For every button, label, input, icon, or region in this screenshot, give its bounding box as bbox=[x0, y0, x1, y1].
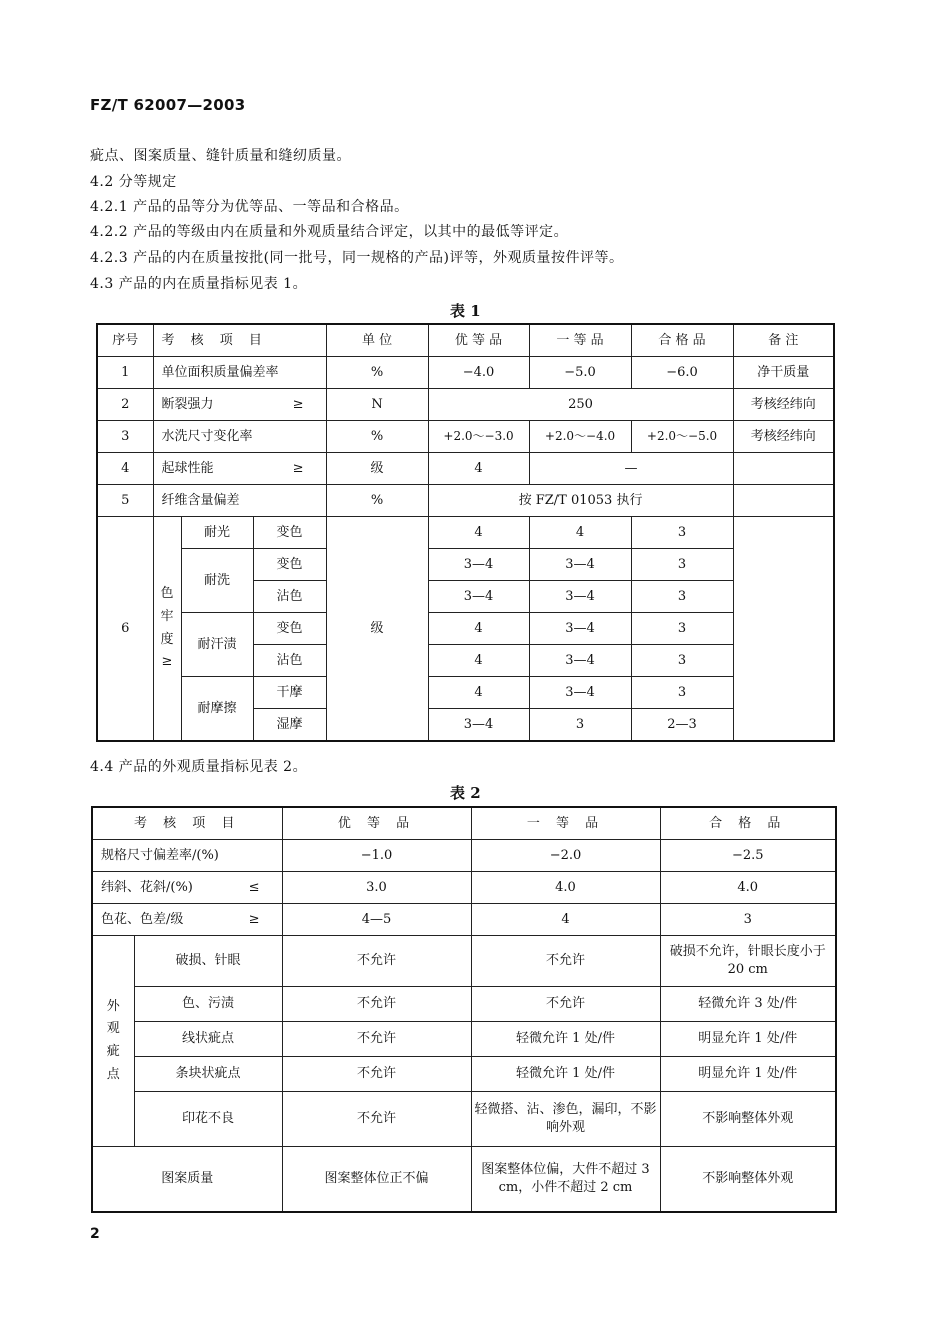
item-label: 起球性能 bbox=[161, 460, 214, 476]
table-row bbox=[92, 1147, 836, 1213]
superior-value: 图案整体位正不偏 bbox=[282, 1147, 471, 1213]
qualified-value: 3 bbox=[660, 904, 836, 936]
qualified-value: 不影响整体外观 bbox=[660, 1092, 836, 1147]
table-row bbox=[97, 517, 834, 549]
first-class-value: −2.0 bbox=[471, 840, 660, 872]
row-number: 6 bbox=[97, 517, 153, 742]
row-number: 4 bbox=[97, 453, 153, 485]
table1-header-row bbox=[97, 324, 834, 357]
qualified-value: 3 bbox=[631, 581, 733, 613]
table-row bbox=[92, 1092, 836, 1147]
colorfast-label-char: ≥ bbox=[161, 654, 173, 670]
defects-label-char: 外 bbox=[106, 998, 120, 1014]
fastness-subitem: 沾色 bbox=[253, 645, 326, 677]
unit-cell: 级 bbox=[326, 453, 428, 485]
superior-value: 不允许 bbox=[282, 936, 471, 987]
table1-header-cell: 序号 bbox=[97, 324, 153, 357]
first-class-value: 图案整体位偏，大件不超过 3 cm，小件不超过 2 cm bbox=[471, 1147, 660, 1213]
item-cell bbox=[153, 421, 326, 453]
first-class-value: 轻微允许 1 处/件 bbox=[471, 1057, 660, 1092]
first-class-value: 3—4 bbox=[529, 549, 631, 581]
table2-caption: 表 2 bbox=[450, 784, 481, 802]
colorfast-label-char: 色 bbox=[160, 586, 174, 601]
document-id: FZ/T 62007—2003 bbox=[90, 96, 246, 114]
fastness-subitem: 湿摩 bbox=[253, 709, 326, 742]
superior-value: 4—5 bbox=[282, 904, 471, 936]
item-cell bbox=[92, 904, 282, 936]
table1-header-cell: 单 位 bbox=[326, 324, 428, 357]
unit-cell: % bbox=[326, 485, 428, 517]
first-class-value: 不允许 bbox=[471, 936, 660, 987]
colorfast-label bbox=[153, 517, 181, 742]
table-2 bbox=[91, 806, 837, 1213]
superior-value: −1.0 bbox=[282, 840, 471, 872]
item-label: 断裂强力 bbox=[161, 396, 214, 412]
note-cell bbox=[733, 485, 834, 517]
table-row bbox=[97, 357, 834, 389]
merged-value: — bbox=[529, 453, 733, 485]
qualified-value: 3 bbox=[631, 645, 733, 677]
superior-value: 3—4 bbox=[428, 581, 529, 613]
row-number: 3 bbox=[97, 421, 153, 453]
fastness-group: 耐洗 bbox=[181, 549, 253, 613]
table-row bbox=[92, 872, 836, 904]
unit-cell: % bbox=[326, 421, 428, 453]
colorfast-label-char: 牢 bbox=[160, 608, 174, 624]
defects-label-char: 点 bbox=[106, 1066, 120, 1082]
superior-value: 4 bbox=[428, 517, 529, 549]
qualified-value: 3 bbox=[631, 517, 733, 549]
first-class-value: 轻微允许 1 处/件 bbox=[471, 1022, 660, 1057]
superior-value: 3—4 bbox=[428, 549, 529, 581]
comparison-symbol: ≥ bbox=[292, 460, 304, 476]
first-class-value: 不允许 bbox=[471, 987, 660, 1022]
superior-value: 不允许 bbox=[282, 1092, 471, 1147]
defect-item: 条块状疵点 bbox=[134, 1057, 282, 1092]
item-cell bbox=[153, 389, 326, 421]
comparison-symbol: ≤ bbox=[248, 879, 260, 895]
first-class-value: 4.0 bbox=[471, 872, 660, 904]
section-4-3: 4.3 产品的内在质量指标见表 1。 bbox=[90, 276, 308, 292]
defect-item: 破损、针眼 bbox=[134, 936, 282, 987]
superior-value: 4 bbox=[428, 645, 529, 677]
fastness-subitem: 沾色 bbox=[253, 581, 326, 613]
first-class-value: 4 bbox=[471, 904, 660, 936]
table2-header-cell: 优 等 品 bbox=[282, 807, 471, 840]
fastness-group: 耐汗渍 bbox=[181, 613, 253, 677]
superior-value: 4 bbox=[428, 613, 529, 645]
first-class-value: 4 bbox=[529, 517, 631, 549]
item-label: 纬斜、花斜/(%) bbox=[101, 879, 193, 895]
item-cell bbox=[153, 453, 326, 485]
table1-header-cell: 优 等 品 bbox=[428, 324, 529, 357]
pattern-item: 图案质量 bbox=[92, 1147, 282, 1213]
body-line: 疵点、图案质量、缝针质量和缝纫质量。 bbox=[90, 148, 351, 164]
defects-label-char: 疵 bbox=[106, 1044, 120, 1059]
item-cell bbox=[153, 485, 326, 517]
table-row bbox=[97, 389, 834, 421]
superior-value: 不允许 bbox=[282, 1022, 471, 1057]
superior-value: +2.0～−3.0 bbox=[428, 421, 529, 453]
table1-caption: 表 1 bbox=[450, 302, 481, 320]
item-label: 纤维含量偏差 bbox=[161, 492, 240, 508]
qualified-value: 3 bbox=[631, 677, 733, 709]
item-cell bbox=[92, 840, 282, 872]
table-row bbox=[92, 1022, 836, 1057]
qualified-value: 2—3 bbox=[631, 709, 733, 742]
note-cell: 考核经纬向 bbox=[733, 389, 834, 421]
qualified-value: 破损不允许，针眼长度小于 20 cm bbox=[660, 936, 836, 987]
table-row bbox=[92, 1057, 836, 1092]
table-row bbox=[97, 613, 834, 645]
fastness-group: 耐光 bbox=[181, 517, 253, 549]
item-cell bbox=[92, 872, 282, 904]
first-class-value: 3—4 bbox=[529, 677, 631, 709]
table1-header-cell: 合 格 品 bbox=[631, 324, 733, 357]
section-4-2-3: 4.2.3 产品的内在质量按批(同一批号，同一规格的产品)评等，外观质量按件评等。 bbox=[90, 250, 624, 266]
first-class-value: 3—4 bbox=[529, 613, 631, 645]
defect-item: 色、污渍 bbox=[134, 987, 282, 1022]
superior-value: 3—4 bbox=[428, 709, 529, 742]
table-row bbox=[97, 485, 834, 517]
table1-header-cell: 一 等 品 bbox=[529, 324, 631, 357]
table2-header-cell: 合 格 品 bbox=[660, 807, 836, 840]
colorfast-label-char: 度 bbox=[160, 631, 174, 647]
unit-cell: 级 bbox=[326, 517, 428, 742]
defect-item: 印花不良 bbox=[134, 1092, 282, 1147]
merged-value: 按 FZ/T 01053 执行 bbox=[428, 485, 733, 517]
qualified-value: 明显允许 1 处/件 bbox=[660, 1022, 836, 1057]
note-cell bbox=[733, 453, 834, 485]
item-label: 规格尺寸偏差率/(%) bbox=[101, 847, 219, 863]
note-cell: 考核经纬向 bbox=[733, 421, 834, 453]
qualified-value: −6.0 bbox=[631, 357, 733, 389]
superior-value: −4.0 bbox=[428, 357, 529, 389]
item-label: 水洗尺寸变化率 bbox=[161, 428, 253, 444]
table-1 bbox=[96, 323, 835, 742]
item-label: 色花、色差/级 bbox=[101, 911, 184, 927]
qualified-value: +2.0～−5.0 bbox=[631, 421, 733, 453]
first-class-value: −5.0 bbox=[529, 357, 631, 389]
fastness-subitem: 变色 bbox=[253, 517, 326, 549]
qualified-value: 不影响整体外观 bbox=[660, 1147, 836, 1213]
fastness-group: 耐摩擦 bbox=[181, 677, 253, 742]
first-class-value: 轻微搭、沾、渗色，漏印，不影响外观 bbox=[471, 1092, 660, 1147]
defects-label bbox=[92, 936, 134, 1147]
first-class-value: +2.0～−4.0 bbox=[529, 421, 631, 453]
qualified-value: 明显允许 1 处/件 bbox=[660, 1057, 836, 1092]
table-row bbox=[92, 987, 836, 1022]
table-row bbox=[92, 840, 836, 872]
first-class-value: 3—4 bbox=[529, 581, 631, 613]
item-cell bbox=[153, 357, 326, 389]
unit-cell: % bbox=[326, 357, 428, 389]
section-4-4: 4.4 产品的外观质量指标见表 2。 bbox=[90, 759, 308, 775]
superior-value: 3.0 bbox=[282, 872, 471, 904]
first-class-value: 3—4 bbox=[529, 645, 631, 677]
merged-value: 250 bbox=[428, 389, 733, 421]
qualified-value: −2.5 bbox=[660, 840, 836, 872]
table2-header-row bbox=[92, 807, 836, 840]
table2-header-cell: 考 核 项 目 bbox=[92, 807, 282, 840]
superior-value: 不允许 bbox=[282, 1057, 471, 1092]
row-number: 1 bbox=[97, 357, 153, 389]
item-label: 单位面积质量偏差率 bbox=[161, 364, 279, 380]
defect-item: 线状疵点 bbox=[134, 1022, 282, 1057]
note-cell bbox=[733, 517, 834, 742]
fastness-subitem: 变色 bbox=[253, 549, 326, 581]
section-4-2-1: 4.2.1 产品的品等分为优等品、一等品和合格品。 bbox=[90, 199, 409, 215]
section-4-2: 4.2 分等规定 bbox=[90, 174, 177, 190]
fastness-subitem: 变色 bbox=[253, 613, 326, 645]
superior-value: 4 bbox=[428, 677, 529, 709]
comparison-symbol: ≥ bbox=[248, 911, 260, 927]
table-row bbox=[97, 677, 834, 709]
defects-label-char: 观 bbox=[106, 1021, 120, 1037]
table1-header-cell: 备 注 bbox=[733, 324, 834, 357]
table-row bbox=[97, 549, 834, 581]
qualified-value: 轻微允许 3 处/件 bbox=[660, 987, 836, 1022]
table-row bbox=[97, 453, 834, 485]
page-number: 2 bbox=[90, 1226, 100, 1242]
table-row bbox=[97, 421, 834, 453]
unit-cell: N bbox=[326, 389, 428, 421]
superior-value: 4 bbox=[428, 453, 529, 485]
fastness-subitem: 干摩 bbox=[253, 677, 326, 709]
qualified-value: 3 bbox=[631, 613, 733, 645]
superior-value: 不允许 bbox=[282, 987, 471, 1022]
table2-header-cell: 一 等 品 bbox=[471, 807, 660, 840]
note-cell: 净干质量 bbox=[733, 357, 834, 389]
qualified-value: 3 bbox=[631, 549, 733, 581]
table-row bbox=[92, 904, 836, 936]
first-class-value: 3 bbox=[529, 709, 631, 742]
comparison-symbol: ≥ bbox=[292, 396, 304, 412]
row-number: 5 bbox=[97, 485, 153, 517]
row-number: 2 bbox=[97, 389, 153, 421]
section-4-2-2: 4.2.2 产品的等级由内在质量和外观质量结合评定，以其中的最低等评定。 bbox=[90, 224, 569, 240]
table1-header-cell: 考 核 项 目 bbox=[153, 324, 326, 357]
qualified-value: 4.0 bbox=[660, 872, 836, 904]
table-row bbox=[92, 936, 836, 987]
